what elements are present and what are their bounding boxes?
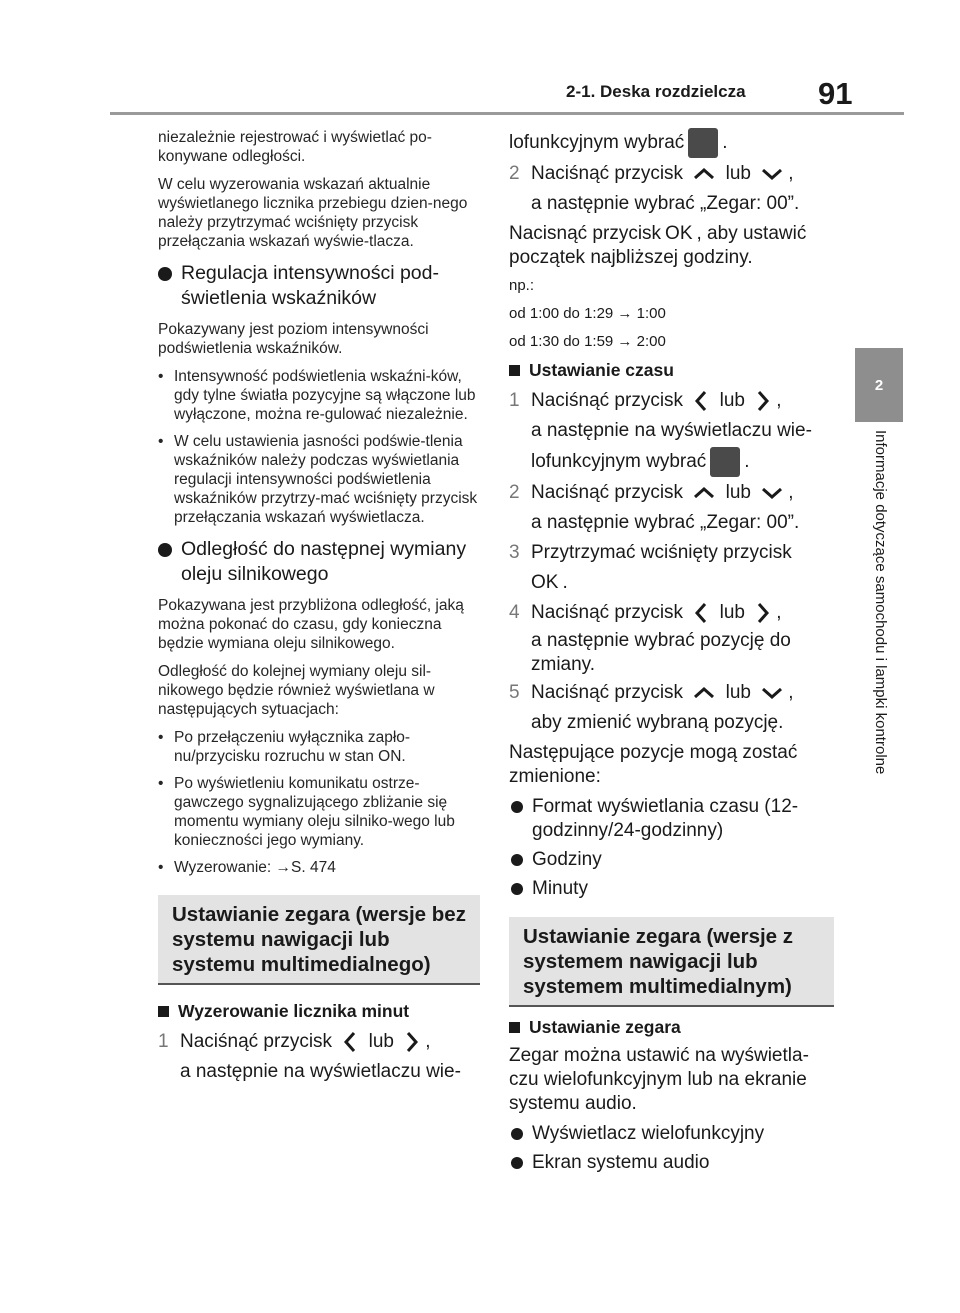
square-heading: Ustawianie zegara [509, 1017, 834, 1038]
step-continuation: aby zmienić wybraną pozycję. [531, 712, 784, 733]
section-heading-box: Ustawianie zegara (wersje bez systemu nawigacji lub systemu multimedialnego) [158, 895, 480, 985]
step: 2 Naciśnąć przycisk lub , [509, 482, 794, 503]
bullet-heading-text: Regulacja intensywności pod-świetlenia wskaźników [181, 262, 439, 309]
bullet-dot-icon [511, 801, 523, 813]
list-item: Format wyświetlania czasu (12-godzinny/24-godzinny) [509, 795, 834, 843]
step: 1 Naciśnąć przycisk lub , [158, 1031, 431, 1052]
list-item: • Po wyświetleniu komunikatu ostrze-gawczego sygnalizującego zbliżanie się momentu wymiany oleju silniko-wego lub konieczności jego wymiany. [158, 775, 455, 849]
bullet-dot-icon [158, 543, 172, 557]
chevron-down-icon [760, 684, 784, 702]
bullet-dot-icon [158, 267, 172, 281]
paragraph: Pokazywana jest przybliżona odległość, jaką można pokonać do czasu, gdy konieczna będzie wymiana oleju silnikowego. [158, 597, 464, 652]
chevron-up-icon [692, 484, 716, 502]
bullet-heading-text: Odległość do następnej wymiany oleju silnikowego [181, 538, 467, 585]
step-continuation: a następnie na wyświetlaczu wie- [180, 1061, 461, 1082]
page-number: 91 [818, 76, 853, 111]
paragraph: Następujące pozycje mogą zostać zmienione: [509, 742, 798, 787]
bullet-heading [158, 261, 480, 311]
list-item: Wyświetlacz wielofunkcyjny [509, 1122, 834, 1146]
step-continuation: lofunkcyjnym wybrać . [509, 128, 834, 158]
list-item: Minuty [509, 877, 834, 901]
step-continuation: a następnie na wyświetlaczu wie- [531, 420, 812, 441]
side-tab: 2 [855, 348, 903, 422]
step: 4 Naciśnąć przycisk lub , [509, 602, 782, 623]
example-line: od 1:30 do 1:59 → 2:00 [509, 333, 666, 350]
step-continuation: a następnie wybrać „Zegar: 00”. [531, 512, 800, 533]
step: 3 Przytrzymać wciśnięty przycisk [509, 542, 792, 563]
square-heading: Wyzerowanie licznika minut [158, 1001, 480, 1022]
bullet-dot-icon [511, 883, 523, 895]
example-label: np.: [509, 277, 535, 294]
header-rule [110, 112, 904, 115]
square-bullet-icon [509, 1022, 520, 1033]
paragraph: Pokazywany jest poziom intensywności podświetlenia wskaźników. [158, 321, 429, 357]
step: 2 Naciśnąć przycisk lub , [509, 163, 794, 184]
chevron-up-icon [692, 684, 716, 702]
ok-button-icon: OK [665, 223, 693, 244]
step-continuation: lofunkcyjnym wybrać . [509, 447, 834, 477]
side-text: Informacje dotyczące samochodu i lampki kontrolne [872, 430, 889, 775]
chevron-down-icon [760, 165, 784, 183]
chevron-left-icon [692, 389, 710, 413]
list-item: • Wyzerowanie: →S. 474 [158, 859, 336, 876]
chevron-up-icon [692, 165, 716, 183]
square-bullet-icon [509, 365, 520, 376]
step: 5 Naciśnąć przycisk lub , [509, 682, 794, 703]
list-item: Godziny [509, 848, 834, 872]
dash-list [158, 367, 480, 527]
list-item: • W celu ustawienia jasności podświe-tlenia wskaźników należy podczas wyświetlania regulacji intensywności podświetlenia wskaźników przytrzy-mać wciśnięty przycisk przełączania wskazań wyświetlacza. [158, 433, 478, 526]
step-continuation: OK . [531, 572, 568, 593]
bullet-dot-icon [511, 1157, 523, 1169]
bullet-dot-icon [511, 1128, 523, 1140]
step-continuation: a następnie wybrać „Zegar: 00”. [531, 193, 800, 214]
left-column [158, 128, 480, 1088]
gear-icon [688, 128, 718, 158]
bullet-heading [158, 537, 480, 587]
header-title: 2-1. Deska rozdzielcza [566, 82, 746, 101]
list-item: Ekran systemu audio [509, 1151, 834, 1175]
paragraph: Zegar można ustawić na wyświetla-czu wielofunkcyjnym lub na ekranie systemu audio. [509, 1045, 809, 1114]
example-line: od 1:00 do 1:29 → 1:00 [509, 305, 666, 322]
paragraph: Odległość do kolejnej wymiany oleju sil-nikowego będzie również wyświetlana w następujących sytuacjach: [158, 663, 435, 718]
paragraph: Nacisnąć przycisk OK , aby ustawić początek najbliższej godziny. [509, 223, 807, 268]
list-item: • Po przełączeniu wyłącznika zapło-nu/przycisku rozruchu w stan ON. [158, 729, 411, 765]
paragraph: niezależnie rejestrować i wyświetlać po-konywane odległości. [158, 129, 432, 165]
right-column [509, 128, 834, 1180]
section-heading-box: Ustawianie zegara (wersje z systemem nawigacji lub systemem multimedialnym) [509, 917, 834, 1007]
step: 1 Naciśnąć przycisk lub , [509, 390, 782, 411]
chevron-right-icon [754, 601, 772, 625]
dash-list [158, 728, 480, 877]
chevron-left-icon [692, 601, 710, 625]
chevron-down-icon [760, 484, 784, 502]
ok-button-icon: OK [531, 572, 559, 593]
list-item: • Intensywność podświetlenia wskaźni-ków, gdy tylne światła pozycyjne są włączone lub wyłączone, można re-gulować niezależnie. [158, 368, 476, 423]
chevron-left-icon [341, 1030, 359, 1054]
bullet-dot-icon [511, 854, 523, 866]
chevron-right-icon [403, 1030, 421, 1054]
gear-icon [710, 447, 740, 477]
paragraph: W celu wyzerowania wskazań aktualnie wyświetlanego licznika przebiegu dzien-nego należy przytrzymać wciśnięty przycisk przełączania wskazań wyświe-tlacza. [158, 176, 468, 250]
step-continuation: a następnie wybrać pozycję do zmiany. [531, 630, 791, 675]
chevron-right-icon [754, 389, 772, 413]
square-bullet-icon [158, 1006, 169, 1017]
square-heading: Ustawianie czasu [509, 360, 834, 381]
